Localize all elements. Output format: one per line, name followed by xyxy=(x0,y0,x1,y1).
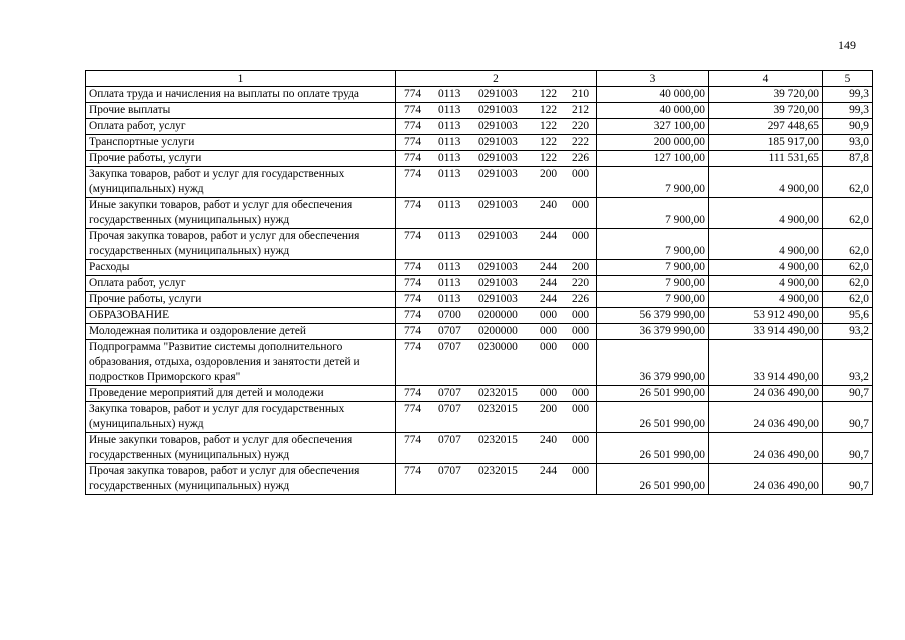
target-code: 0291003 xyxy=(478,261,518,273)
admin-code: 774 xyxy=(404,136,422,148)
target-code: 0200000 xyxy=(478,309,518,321)
kosgu-code: 212 xyxy=(572,104,590,116)
execution-percent: 87,8 xyxy=(823,151,873,167)
section-code: 0113 xyxy=(438,168,461,180)
admin-code: 774 xyxy=(404,120,422,132)
target-code: 0200000 xyxy=(478,325,518,337)
target-code: 0291003 xyxy=(478,120,518,132)
kosgu-code: 000 xyxy=(572,465,590,477)
section-code: 0707 xyxy=(438,325,461,337)
table-row xyxy=(86,260,873,276)
execution-percent: 90,7 xyxy=(823,402,873,433)
row-codes xyxy=(396,308,597,324)
plan-amount: 36 379 990,00 xyxy=(597,340,709,386)
row-name: Оплата работ, услуг xyxy=(86,119,396,135)
kosgu-code: 000 xyxy=(572,168,590,180)
admin-code: 774 xyxy=(404,261,422,273)
execution-percent: 62,0 xyxy=(823,198,873,229)
section-code: 0707 xyxy=(438,434,461,446)
expense-type-code: 240 xyxy=(540,434,558,446)
actual-amount: 4 900,00 xyxy=(709,276,823,292)
table-row xyxy=(86,324,873,340)
kosgu-code: 000 xyxy=(572,387,590,399)
table-row xyxy=(86,229,873,260)
row-codes xyxy=(396,276,597,292)
plan-amount: 26 501 990,00 xyxy=(597,386,709,402)
expense-type-code: 244 xyxy=(540,277,558,289)
section-code: 0707 xyxy=(438,403,461,415)
target-code: 0291003 xyxy=(478,230,518,242)
kosgu-code: 220 xyxy=(572,120,590,132)
row-codes xyxy=(396,464,597,495)
section-code: 0113 xyxy=(438,199,461,211)
admin-code: 774 xyxy=(404,199,422,211)
execution-percent: 90,7 xyxy=(823,433,873,464)
row-codes xyxy=(396,292,597,308)
target-code: 0291003 xyxy=(478,199,518,211)
plan-amount: 26 501 990,00 xyxy=(597,402,709,433)
execution-percent: 93,2 xyxy=(823,324,873,340)
plan-amount: 200 000,00 xyxy=(597,135,709,151)
plan-amount: 7 900,00 xyxy=(597,260,709,276)
execution-percent: 90,7 xyxy=(823,464,873,495)
row-name: Иные закупки товаров, работ и услуг для обеспечения государственных (муниципальных) нужд xyxy=(86,433,396,464)
row-name: Закупка товаров, работ и услуг для государственных (муниципальных) нужд xyxy=(86,167,396,198)
kosgu-code: 210 xyxy=(572,88,590,100)
target-code: 0232015 xyxy=(478,387,518,399)
kosgu-code: 000 xyxy=(572,309,590,321)
section-code: 0707 xyxy=(438,341,461,353)
admin-code: 774 xyxy=(404,293,422,305)
row-codes xyxy=(396,324,597,340)
kosgu-code: 226 xyxy=(572,152,590,164)
row-codes xyxy=(396,103,597,119)
actual-amount: 4 900,00 xyxy=(709,229,823,260)
column-header-4: 4 xyxy=(709,71,823,87)
admin-code: 774 xyxy=(404,341,422,353)
section-code: 0113 xyxy=(438,104,461,116)
kosgu-code: 222 xyxy=(572,136,590,148)
target-code: 0232015 xyxy=(478,403,518,415)
actual-amount: 24 036 490,00 xyxy=(709,386,823,402)
plan-amount: 36 379 990,00 xyxy=(597,324,709,340)
target-code: 0291003 xyxy=(478,152,518,164)
plan-amount: 7 900,00 xyxy=(597,198,709,229)
row-name: Молодежная политика и оздоровление детей xyxy=(86,324,396,340)
actual-amount: 39 720,00 xyxy=(709,87,823,103)
table-row xyxy=(86,87,873,103)
plan-amount: 327 100,00 xyxy=(597,119,709,135)
row-name: Оплата труда и начисления на выплаты по оплате труда xyxy=(86,87,396,103)
admin-code: 774 xyxy=(404,434,422,446)
row-codes xyxy=(396,433,597,464)
plan-amount: 7 900,00 xyxy=(597,276,709,292)
row-codes xyxy=(396,119,597,135)
plan-amount: 26 501 990,00 xyxy=(597,433,709,464)
plan-amount: 56 379 990,00 xyxy=(597,308,709,324)
row-name: Подпрограмма "Развитие системы дополнительного образования, отдыха, оздоровления и занятости детей и подростков Приморского края" xyxy=(86,340,396,386)
actual-amount: 24 036 490,00 xyxy=(709,433,823,464)
row-name: Прочие выплаты xyxy=(86,103,396,119)
plan-amount: 7 900,00 xyxy=(597,292,709,308)
execution-percent: 62,0 xyxy=(823,292,873,308)
table-row xyxy=(86,119,873,135)
section-code: 0113 xyxy=(438,293,461,305)
section-code: 0113 xyxy=(438,261,461,273)
kosgu-code: 000 xyxy=(572,403,590,415)
kosgu-code: 000 xyxy=(572,199,590,211)
admin-code: 774 xyxy=(404,168,422,180)
target-code: 0291003 xyxy=(478,168,518,180)
row-codes xyxy=(396,167,597,198)
expense-type-code: 122 xyxy=(540,152,558,164)
actual-amount: 297 448,65 xyxy=(709,119,823,135)
kosgu-code: 226 xyxy=(572,293,590,305)
target-code: 0291003 xyxy=(478,277,518,289)
plan-amount: 127 100,00 xyxy=(597,151,709,167)
section-code: 0113 xyxy=(438,88,461,100)
plan-amount: 26 501 990,00 xyxy=(597,464,709,495)
row-name: Проведение мероприятий для детей и молодежи xyxy=(86,386,396,402)
admin-code: 774 xyxy=(404,277,422,289)
execution-percent: 95,6 xyxy=(823,308,873,324)
actual-amount: 4 900,00 xyxy=(709,198,823,229)
admin-code: 774 xyxy=(404,325,422,337)
column-header-5: 5 xyxy=(823,71,873,87)
expense-type-code: 244 xyxy=(540,293,558,305)
expense-type-code: 122 xyxy=(540,136,558,148)
expense-type-code: 200 xyxy=(540,403,558,415)
expense-type-code: 240 xyxy=(540,199,558,211)
admin-code: 774 xyxy=(404,104,422,116)
execution-percent: 62,0 xyxy=(823,260,873,276)
plan-amount: 7 900,00 xyxy=(597,167,709,198)
expense-type-code: 000 xyxy=(540,309,558,321)
table-row xyxy=(86,464,873,495)
kosgu-code: 000 xyxy=(572,325,590,337)
admin-code: 774 xyxy=(404,465,422,477)
budget-table xyxy=(85,70,873,495)
section-code: 0700 xyxy=(438,309,461,321)
row-name: Закупка товаров, работ и услуг для государственных (муниципальных) нужд xyxy=(86,402,396,433)
row-name: Прочие работы, услуги xyxy=(86,292,396,308)
actual-amount: 24 036 490,00 xyxy=(709,402,823,433)
kosgu-code: 220 xyxy=(572,277,590,289)
expense-type-code: 000 xyxy=(540,341,558,353)
row-name: Прочие работы, услуги xyxy=(86,151,396,167)
table-header-row xyxy=(86,71,873,87)
admin-code: 774 xyxy=(404,230,422,242)
table-row xyxy=(86,386,873,402)
expense-type-code: 000 xyxy=(540,325,558,337)
target-code: 0291003 xyxy=(478,293,518,305)
column-header-2: 2 xyxy=(396,71,597,87)
row-name: Иные закупки товаров, работ и услуг для обеспечения государственных (муниципальных) нужд xyxy=(86,198,396,229)
table-row xyxy=(86,135,873,151)
table-row xyxy=(86,103,873,119)
plan-amount: 40 000,00 xyxy=(597,103,709,119)
row-codes xyxy=(396,87,597,103)
admin-code: 774 xyxy=(404,387,422,399)
actual-amount: 53 912 490,00 xyxy=(709,308,823,324)
row-name: Прочая закупка товаров, работ и услуг для обеспечения государственных (муниципальных) нужд xyxy=(86,229,396,260)
row-name: ОБРАЗОВАНИЕ xyxy=(86,308,396,324)
table-row xyxy=(86,402,873,433)
row-codes xyxy=(396,386,597,402)
row-name: Транспортные услуги xyxy=(86,135,396,151)
expense-type-code: 244 xyxy=(540,230,558,242)
page-number: 149 xyxy=(838,38,856,52)
actual-amount: 111 531,65 xyxy=(709,151,823,167)
row-codes xyxy=(396,402,597,433)
actual-amount: 4 900,00 xyxy=(709,260,823,276)
target-code: 0232015 xyxy=(478,434,518,446)
target-code: 0230000 xyxy=(478,341,518,353)
plan-amount: 40 000,00 xyxy=(597,87,709,103)
expense-type-code: 122 xyxy=(540,88,558,100)
table-row xyxy=(86,151,873,167)
section-code: 0113 xyxy=(438,152,461,164)
section-code: 0113 xyxy=(438,120,461,132)
target-code: 0291003 xyxy=(478,104,518,116)
execution-percent: 93,2 xyxy=(823,340,873,386)
expense-type-code: 122 xyxy=(540,120,558,132)
expense-type-code: 200 xyxy=(540,168,558,180)
execution-percent: 62,0 xyxy=(823,167,873,198)
plan-amount: 7 900,00 xyxy=(597,229,709,260)
execution-percent: 99,3 xyxy=(823,87,873,103)
expense-type-code: 000 xyxy=(540,387,558,399)
row-name: Прочая закупка товаров, работ и услуг для обеспечения государственных (муниципальных) нужд xyxy=(86,464,396,495)
admin-code: 774 xyxy=(404,403,422,415)
actual-amount: 39 720,00 xyxy=(709,103,823,119)
kosgu-code: 000 xyxy=(572,434,590,446)
row-codes xyxy=(396,340,597,386)
section-code: 0707 xyxy=(438,387,461,399)
row-codes xyxy=(396,151,597,167)
column-header-3: 3 xyxy=(597,71,709,87)
table-row xyxy=(86,433,873,464)
actual-amount: 4 900,00 xyxy=(709,167,823,198)
kosgu-code: 000 xyxy=(572,341,590,353)
column-header-1: 1 xyxy=(86,71,396,87)
execution-percent: 90,9 xyxy=(823,119,873,135)
admin-code: 774 xyxy=(404,88,422,100)
section-code: 0113 xyxy=(438,230,461,242)
section-code: 0707 xyxy=(438,465,461,477)
execution-percent: 99,3 xyxy=(823,103,873,119)
row-name: Оплата работ, услуг xyxy=(86,276,396,292)
admin-code: 774 xyxy=(404,309,422,321)
actual-amount: 33 914 490,00 xyxy=(709,324,823,340)
execution-percent: 62,0 xyxy=(823,276,873,292)
target-code: 0291003 xyxy=(478,136,518,148)
section-code: 0113 xyxy=(438,136,461,148)
admin-code: 774 xyxy=(404,152,422,164)
kosgu-code: 200 xyxy=(572,261,590,273)
target-code: 0291003 xyxy=(478,88,518,100)
table-row xyxy=(86,292,873,308)
actual-amount: 24 036 490,00 xyxy=(709,464,823,495)
actual-amount: 4 900,00 xyxy=(709,292,823,308)
expense-type-code: 244 xyxy=(540,465,558,477)
row-codes xyxy=(396,229,597,260)
kosgu-code: 000 xyxy=(572,230,590,242)
table-row xyxy=(86,308,873,324)
actual-amount: 33 914 490,00 xyxy=(709,340,823,386)
expense-type-code: 122 xyxy=(540,104,558,116)
table-row xyxy=(86,276,873,292)
expense-type-code: 244 xyxy=(540,261,558,273)
row-codes xyxy=(396,135,597,151)
row-codes xyxy=(396,260,597,276)
execution-percent: 62,0 xyxy=(823,229,873,260)
table-row xyxy=(86,340,873,386)
section-code: 0113 xyxy=(438,277,461,289)
row-name: Расходы xyxy=(86,260,396,276)
execution-percent: 93,0 xyxy=(823,135,873,151)
table-row xyxy=(86,198,873,229)
table-row xyxy=(86,167,873,198)
actual-amount: 185 917,00 xyxy=(709,135,823,151)
execution-percent: 90,7 xyxy=(823,386,873,402)
row-codes xyxy=(396,198,597,229)
target-code: 0232015 xyxy=(478,465,518,477)
